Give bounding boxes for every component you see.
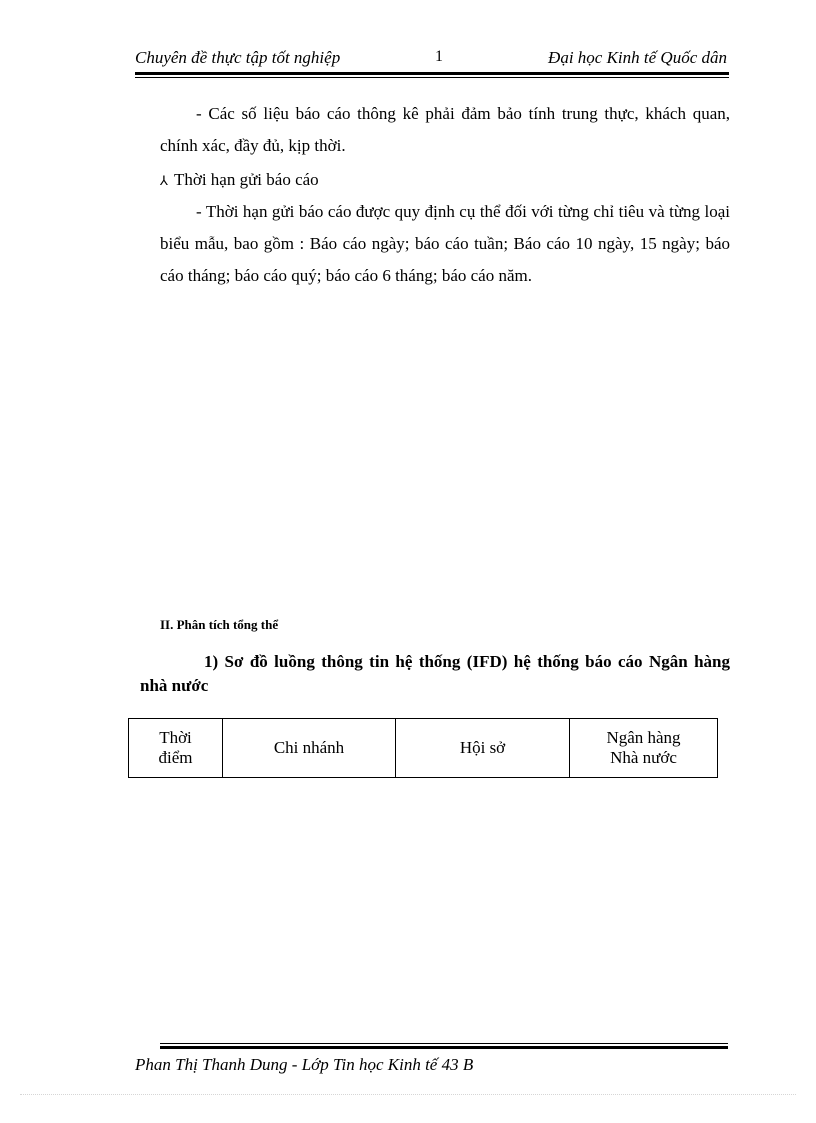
column-hoi-so: Hội sở <box>396 719 570 778</box>
table-header-row <box>129 719 718 778</box>
column-label: Ngân hàng Nhà nước <box>606 728 681 767</box>
header-right-text: Đại học Kinh tế Quốc dân <box>548 48 727 67</box>
page-edge-divider <box>20 1094 796 1095</box>
ifd-table <box>128 718 718 778</box>
paragraph-deadline: - Thời hạn gửi báo cáo được quy định cụ thể đối với từng chỉ tiêu và từng loại biểu mẫu, bao gồm : Báo cáo ngày; báo cáo tuần; Báo cáo 10 ngày, 15 ngày; báo cáo tháng; báo cáo quý; báo cáo 6 tháng; báo cáo năm. <box>160 202 730 285</box>
header-rule-thick <box>135 72 729 75</box>
column-thoi-diem <box>129 719 223 778</box>
paragraph-accuracy: - Các số liệu báo cáo thông kê phải đảm bảo tính trung thực, khách quan, chính xác, đầy đủ, kịp thời. <box>160 104 730 155</box>
page-number: 1 <box>435 48 443 65</box>
footer-rule-thick <box>160 1046 728 1049</box>
page-footer: Phan Thị Thanh Dung - Lớp Tin học Kinh tế 43 B <box>135 1055 474 1074</box>
section-heading: 1) Sơ đồ luồng thông tin hệ thống (IFD) hệ thống báo cáo Ngân hàng nhà nước <box>140 652 730 695</box>
footer-rule-thin <box>160 1043 728 1044</box>
header-rule-thin <box>135 77 729 78</box>
column-label: Thời điểm <box>158 728 193 767</box>
bullet-icon: ⅄ <box>160 173 168 188</box>
bullet-text: Thời hạn gửi báo cáo <box>173 170 319 189</box>
bullet-item <box>160 164 319 197</box>
page-header <box>135 48 729 72</box>
section-title: II. Phân tích tổng thể <box>160 617 279 632</box>
column-ngan-hang <box>570 719 718 778</box>
header-left-text: Chuyên đề thực tập tốt nghiệp <box>135 48 341 67</box>
column-chi-nhanh: Chi nhánh <box>223 719 396 778</box>
